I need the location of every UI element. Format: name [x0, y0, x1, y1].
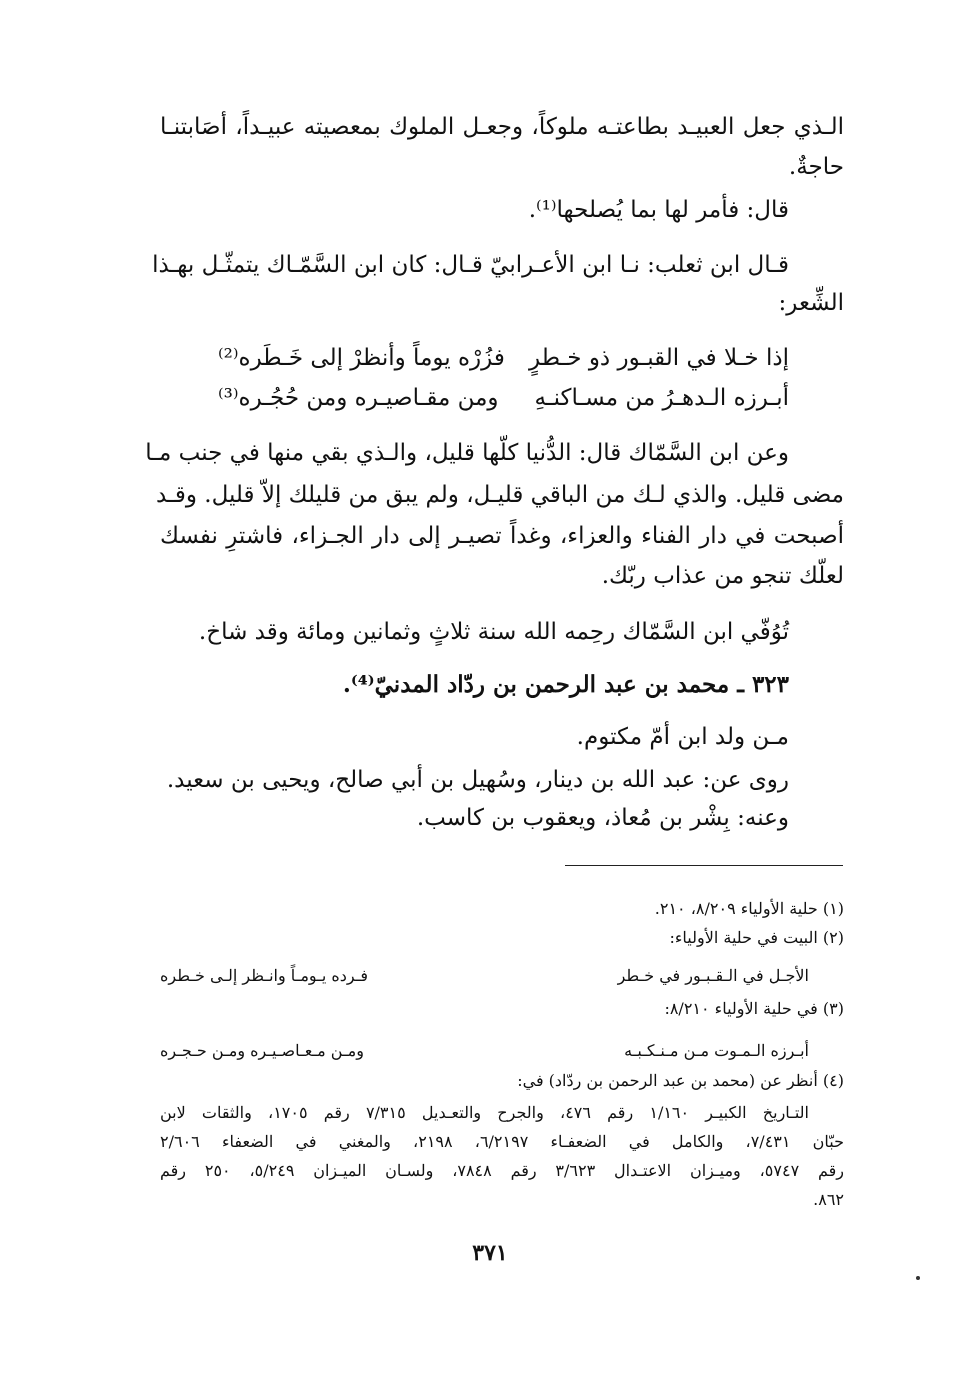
footnote-separator [565, 865, 843, 866]
footnote-2-verse-hemistich-1: الأجـل في الـقـبـور في خـطر [617, 966, 809, 985]
paragraph-1-line-2: حاجةٌ. [788, 154, 844, 180]
paragraph-4-line-1: وعن ابن السَّمّاك قال: الدُّنيا كلّها قليل، والـذي بقي منها في جنب مـا [145, 440, 789, 466]
footnote-3-verse-hemistich-2: ومـن مـعـاصـيـره ومـن حـجـره [160, 1041, 364, 1060]
paragraph-3-line-2: الشِّعر: [778, 290, 844, 316]
footnote-4-line-3: رقم ٥٧٤٧، وميـزان الاعتـدال ٣/٦٢٣ رقم ٧٨٤٨، ولسـان الميـزان ٥/٢٤٩، ٢٥٠ رقم [160, 1161, 845, 1180]
verse-1-hemistich-1: إذا خـلا في القبـور ذو خـطرٍ [529, 345, 789, 371]
footnote-4-line-2: حبّان ٧/٤٣١، والكامل في الضعفـاء ٦/٢١٩٧، ٢١٩٨، والمغني في الضعفاء ٢/٦٠٦ [160, 1132, 844, 1151]
verse-2-hemistich-2: ومن مقـاصيـره ومن حُجُـره⁽³⁾ [218, 385, 499, 411]
entry-heading: ٣٢٣ ـ محمد بن عبد الرحمن بن ردّاد المدنيّ⁽⁴⁾. [342, 671, 789, 698]
paragraph-8: وعنه: بِشْر بن مُعاذ، ويعقوب بن كاسب. [416, 805, 789, 831]
paragraph-4-line-2: مضى قليل. والذي لـك من الباقي قليـل، ولم يبق من قليلك إلاّ قليل. وقـد [156, 482, 844, 508]
verse-1-hemistich-2: فزُرْه يوماً وأنظرْ إلى خَـطَره⁽²⁾ [218, 345, 505, 371]
footnote-1: (١) حلية الأولياء ٨/٢٠٩، ٢١٠. [654, 899, 844, 918]
footnote-3: (٣) في حلية الأولياء ٨/٢١٠: [664, 999, 844, 1018]
scan-speck [916, 1276, 920, 1280]
footnote-4-line-4: ٨٦٢. [813, 1190, 844, 1209]
paragraph-4-line-4: لعلّك تنجو من عذاب ربّك. [601, 563, 844, 589]
paragraph-2: قال: فأمر لها بما يُصلحها⁽¹⁾. [528, 197, 789, 223]
footnote-3-verse-hemistich-1: أبـرزه الـمـوت مـن مـنـكـبـه [624, 1041, 809, 1060]
footnote-4: (٤) أنظر عن (محمد بن عبد الرحمن بن ردّاد) في: [517, 1071, 844, 1090]
paragraph-3-line-1: قـال ابن ثعلب: نـا ابن الأعـرابيّ قـال: كان ابن السَّمّـاك يتمثّـل بهـذا [152, 252, 789, 278]
paragraph-4-line-3: أصبحت في دار الفناء والعزاء، وغداً تصيـر إلى دار الجـزاء، فاشترِ نفسك [160, 523, 844, 549]
page-number: ٣٧١ [472, 1240, 508, 1266]
paragraph-1-line-1: الـذي جعل العبيـد بطاعتـه ملوكاً، وجعـل الملوك بمعصيته عبيـداً، أصَابتنـا [160, 114, 844, 140]
paragraph-6: مـن ولد ابن أمّ مكتوم. [576, 724, 789, 750]
paragraph-7: روى عن: عبد الله بن دينار، وسُهيل بن أبي صالح، ويحيى بن سعيد. [166, 767, 789, 793]
paragraph-5: تُوُفّي ابن السَّمّاك رحِمه الله سنة ثلاثٍ وثمانين ومائة وقد شاخ. [198, 619, 789, 645]
footnote-4-line-1: التـاريخ الكبيـر ١/١٦٠ رقم ٤٧٦، والجرح والتعـديل ٧/٣١٥ رقم ١٧٠٥، والثقات لابن [160, 1103, 810, 1122]
footnote-2-verse-hemistich-2: فـرده يـومـاً وانـظر إلـى خـطره [160, 966, 369, 985]
verse-2-hemistich-1: أبـرزه الـدهـرُ من مسـاكنـهِ [534, 385, 789, 411]
footnote-2: (٢) البيت في حلية الأولياء: [669, 928, 844, 947]
